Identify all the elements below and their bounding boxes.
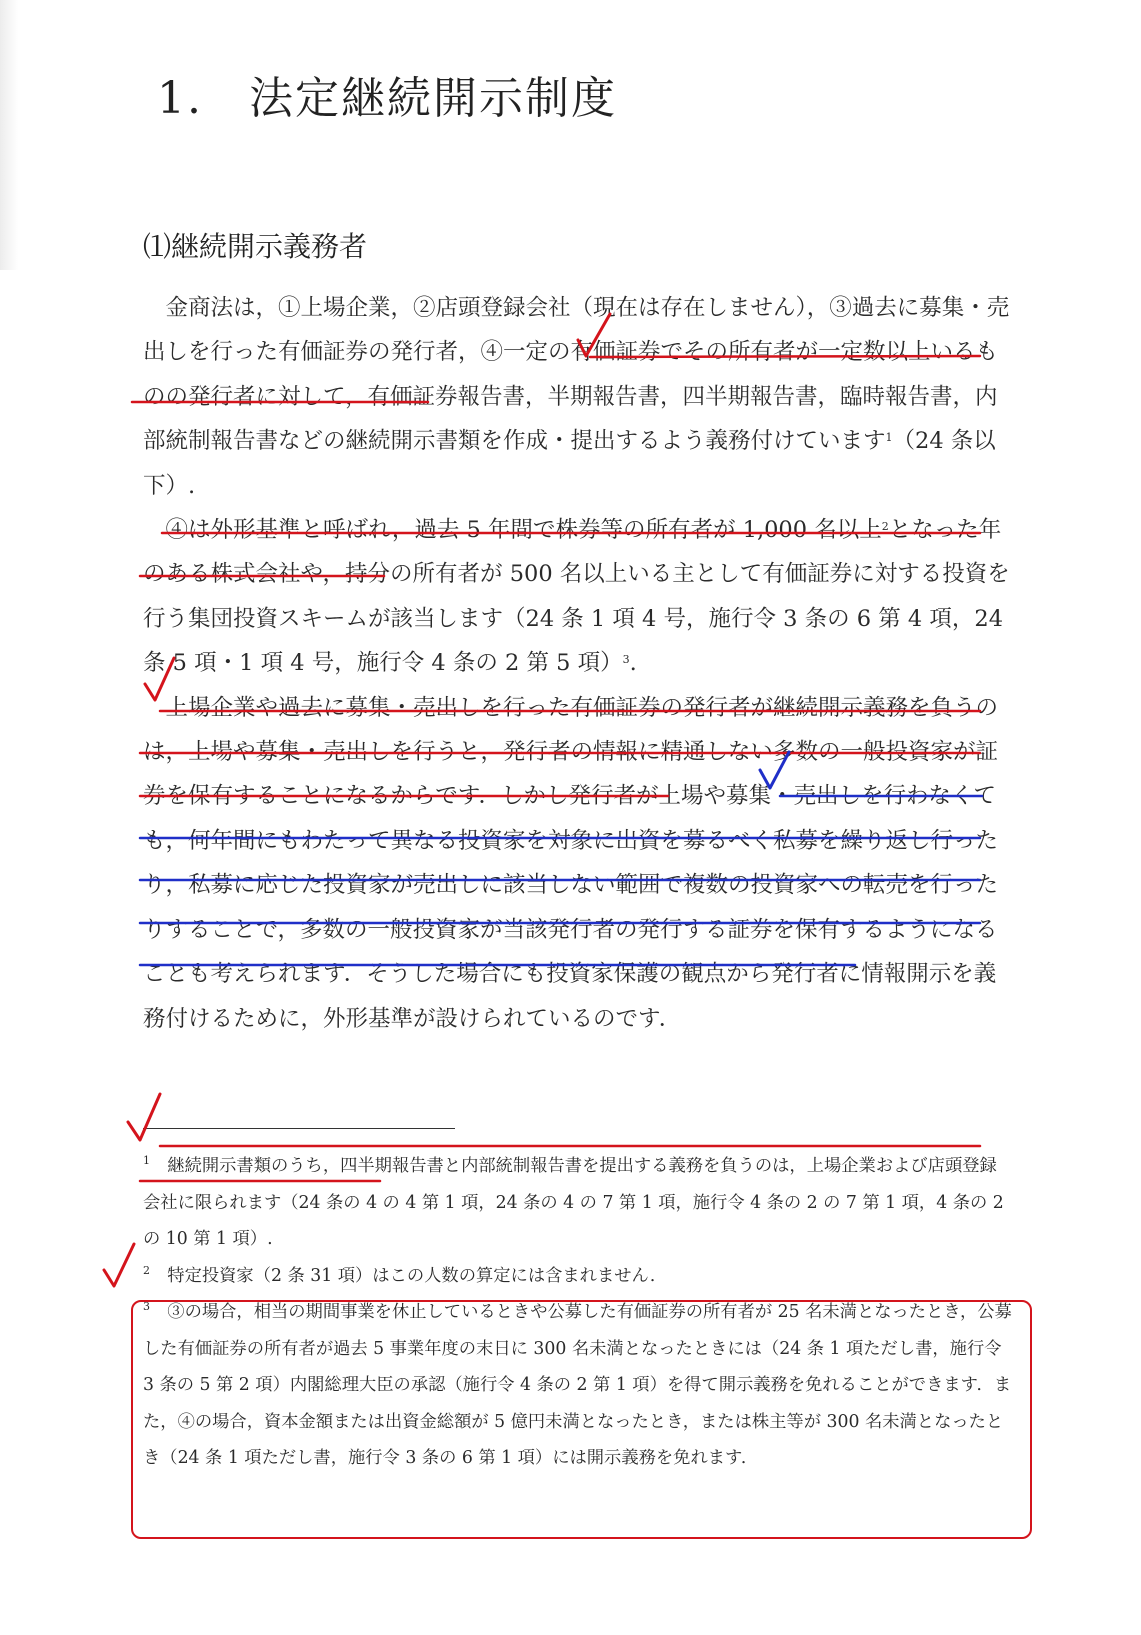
footnote-ref-3: 3 <box>622 653 630 667</box>
paragraph-2-tail: となった年のある株式会社や，持分の所有者が 500 名以上いる主として有価証券に対する投資を行う集団投資スキームが該当します（24 条 1 項 4 号，施行令 3 条の 6 第 4 項，24 条 5 項・1 項 4 号，施行令 4 条の 2 第 5 項） <box>143 517 1010 677</box>
section-heading: ⑴継続開示義務者 <box>143 230 368 263</box>
paragraph-3-text: 上場企業や過去に募集・売出しを行った有価証券の発行者が継続開示義務を負うのは，上場や募集・売出しを行うと，発行者の情報に精通しない多数の一般投資家が証券を保有することになるからです．しかし発行者が上場や募集・売出しを行わなくても，何年間にもわたって異なる投資家を対象に出資を募るべく私募を繰り返し行ったり，私募に応じた投資家が売出しに該当しない範囲で複数の投資家への転売を行ったりすることで，多数の一般投資家が当該発行者の発行する証券を保有するようになることも考えられます．そうした場合にも投資家保護の観点から発行者に情報開示を義務付けるために，外形基準が設けられているのです． <box>143 694 999 1032</box>
page-title: 1. 法定継続開示制度 <box>157 73 617 124</box>
blue-check-mark-icon <box>760 752 789 788</box>
footnote-ref-1: 1 <box>885 431 893 445</box>
paragraph-2-end: . <box>629 650 637 677</box>
paragraph-2-text: ④は外形基準と呼ばれ，過去 5 年間で株券等の所有者が 1,000 名以上 <box>165 517 882 544</box>
red-check-mark-icon <box>104 1244 134 1286</box>
footnote-ref-2: 2 <box>881 520 889 534</box>
footnote-1-text: 継続開示書類のうち，四半期報告書と内部統制報告書を提出する義務を負うのは，上場企業および店頭登録会社に限られます（24 条の 4 の 4 第 1 項，24 条の 4 の 7 第 1 項，施行令 4 条の 2 の 7 第 1 項，4 条の 2 の 10 第 1 項）. <box>143 1156 1004 1249</box>
footnote-1-mark: 1 <box>143 1154 150 1167</box>
footnote-2-mark: 2 <box>143 1263 150 1277</box>
footnote-3-mark: 3 <box>143 1300 150 1313</box>
red-check-mark-icon <box>145 658 174 700</box>
red-check-mark-icon <box>578 314 610 356</box>
paragraph-1-text: 金商法は，①上場企業，②店頭登録会社（現在は存在しません），③過去に募集・売出しを行った有価証券の発行者，④一定の有価証券でその所有者が一定数以上いるものの発行者に対して，有価証券報告書，半期報告書，四半期報告書，臨時報告書，内部統制報告書などの継続開示書類を作成・提出するよう義務付けています <box>143 295 1010 455</box>
red-underline <box>590 356 980 357</box>
footnote-2-text: 特定投資家（2 条 31 項）はこの人数の算定には含まれません． <box>167 1265 668 1286</box>
red-check-mark-icon <box>128 1094 160 1140</box>
paragraph-1-tail: （24 条以下）. <box>143 428 996 499</box>
footnote-3-text: ③の場合，相当の期間事業を休止しているときや公募した有価証券の所有者が 25 名未満となったとき，公募した有価証券の所有者が過去 5 事業年度の末日に 300 名未満となったときには（24 条 1 項ただし書，施行令 3 条の 5 第 2 項）内閣総理大臣の承認（施行令 4 条の 2 第 1 項）を得て開示義務を免れることができます．また，④の場合，資本金額または出資金総額が 5 億円未満となったとき，または株主等が 300 名未満となったとき（24 条 1 項ただし書，施行令 3 条の 6 第 1 項）には開示義務を免れます． <box>143 1302 1012 1468</box>
